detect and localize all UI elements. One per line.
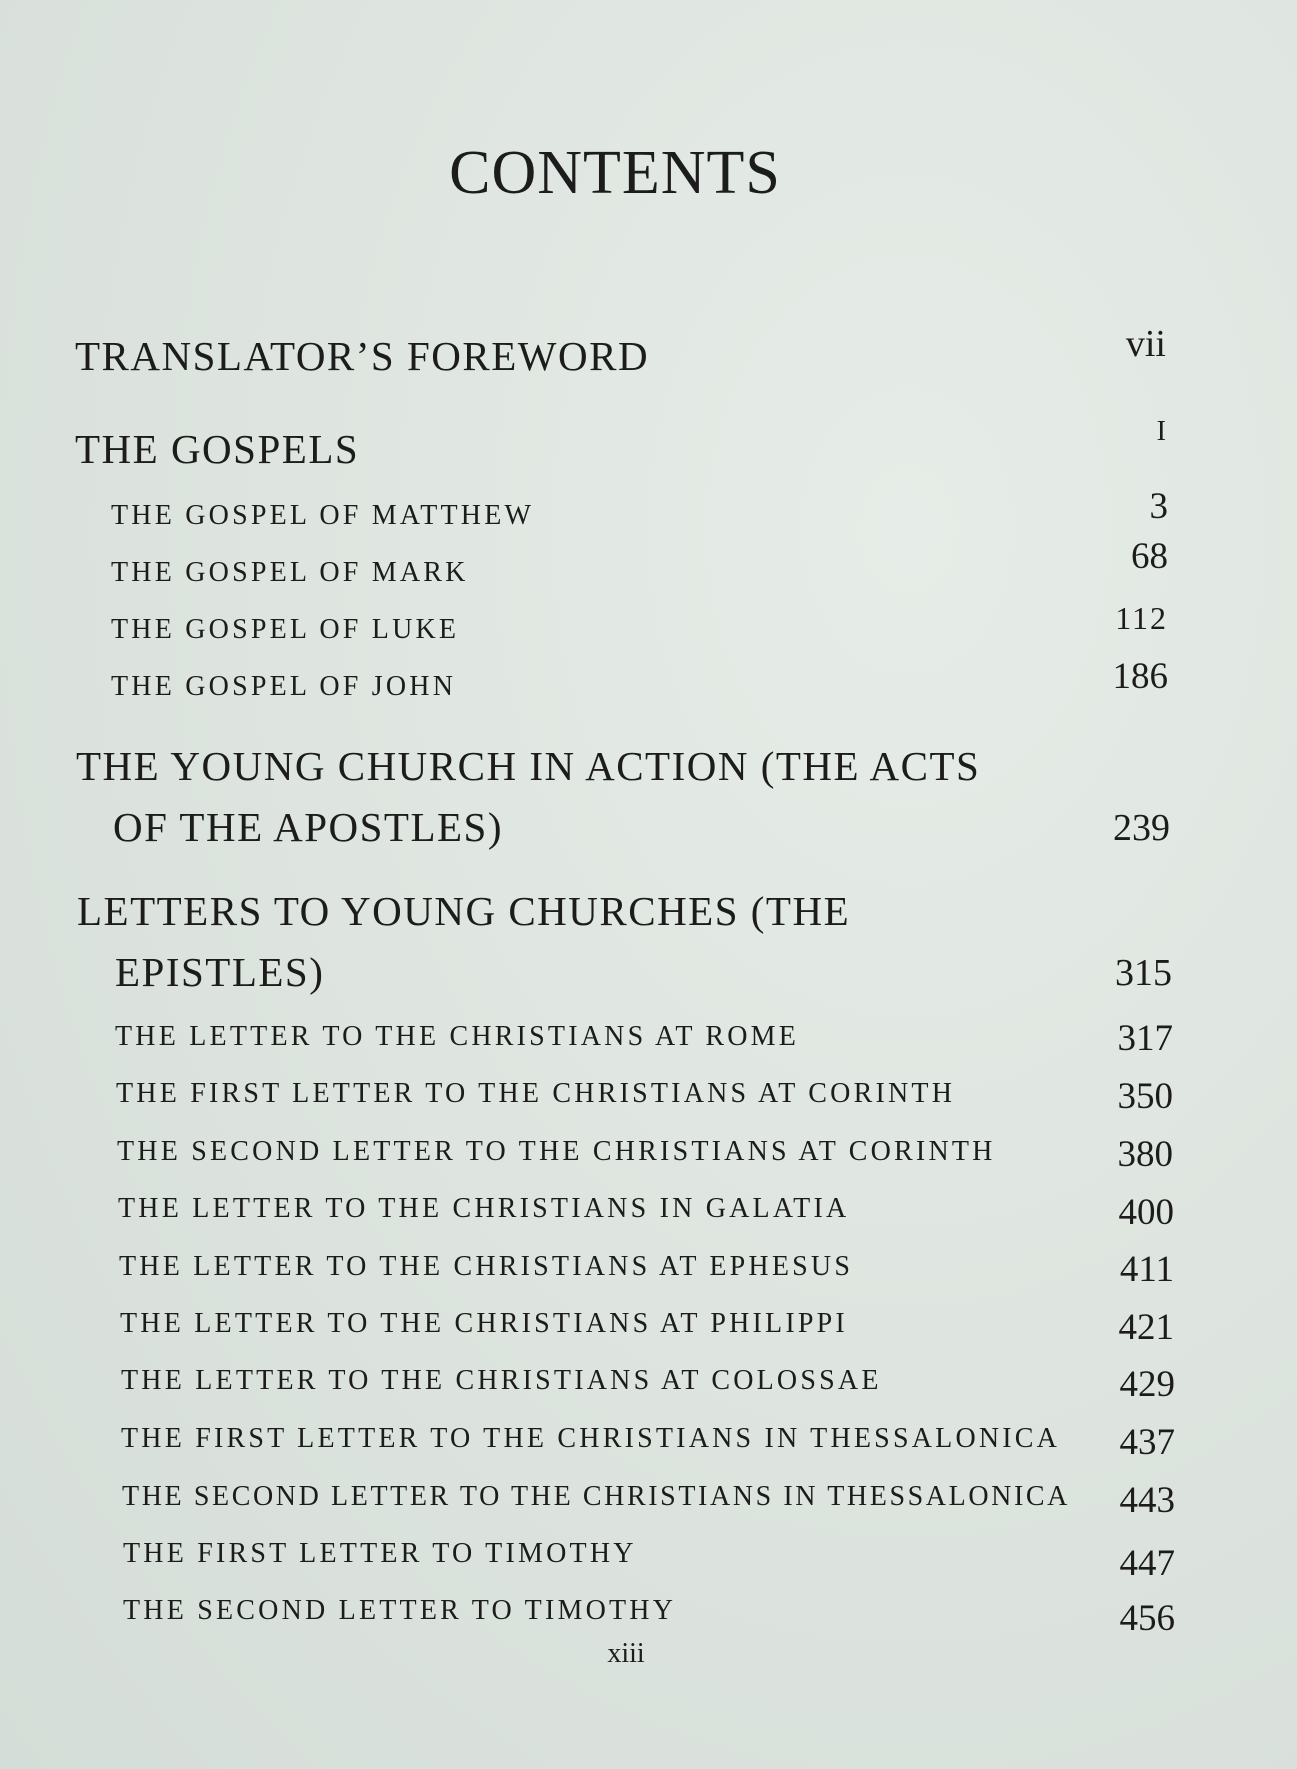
entry-page: 350 xyxy=(1117,1076,1173,1117)
entry-page: 186 xyxy=(1112,656,1168,697)
entry-title: THE LETTER TO THE CHRISTIANS AT ROME xyxy=(115,1021,800,1052)
entry-page: 315 xyxy=(1115,952,1172,994)
entry-page: 443 xyxy=(1119,1480,1175,1521)
entry-page: 447 xyxy=(1119,1543,1175,1584)
entry-page: 456 xyxy=(1119,1598,1175,1639)
entry-page: 239 xyxy=(1113,807,1170,849)
entry-title: TRANSLATOR’S FOREWORD xyxy=(75,333,650,379)
entry-title: THE FIRST LETTER TO THE CHRISTIANS IN THESSALONICA xyxy=(121,1423,1061,1454)
entry-title: THE SECOND LETTER TO THE CHRISTIANS IN THESSALONICA xyxy=(122,1481,1070,1512)
entry-title: THE GOSPEL OF MARK xyxy=(111,557,469,588)
entry-page: 380 xyxy=(1117,1134,1173,1175)
page-number: xiii xyxy=(607,1638,645,1669)
entry-title: THE SECOND LETTER TO THE CHRISTIANS AT CORINTH xyxy=(117,1136,996,1167)
entry-title: THE GOSPEL OF MATTHEW xyxy=(111,500,535,531)
entry-page: 68 xyxy=(1131,536,1168,577)
entry-page: vii xyxy=(1125,323,1166,365)
entry-page: 400 xyxy=(1118,1192,1174,1233)
entry-title: THE FIRST LETTER TO THE CHRISTIANS AT CORINTH xyxy=(116,1078,956,1109)
entry-title: THE GOSPEL OF LUKE xyxy=(111,614,460,645)
entry-page: 411 xyxy=(1119,1249,1174,1290)
entry-title-line1: THE YOUNG CHURCH IN ACTION (THE ACTS xyxy=(76,743,981,789)
entry-title: THE LETTER TO THE CHRISTIANS AT PHILIPPI xyxy=(120,1308,848,1339)
entry-title-line2: OF THE APOSTLES) xyxy=(113,804,504,850)
entry-page: I xyxy=(1156,416,1166,447)
entry-title: THE LETTER TO THE CHRISTIANS IN GALATIA xyxy=(118,1193,850,1224)
entry-title: THE LETTER TO THE CHRISTIANS AT COLOSSAE xyxy=(121,1365,882,1396)
entry-page: 112 xyxy=(1115,600,1168,636)
entry-title: THE LETTER TO THE CHRISTIANS AT EPHESUS xyxy=(119,1251,854,1282)
entry-title-line1: LETTERS TO YOUNG CHURCHES (THE xyxy=(77,888,851,934)
entry-page: 437 xyxy=(1119,1422,1175,1463)
page-title: CONTENTS xyxy=(449,139,781,207)
entry-title: THE GOSPELS xyxy=(75,426,360,472)
entry-title-line2: EPISTLES) xyxy=(115,949,325,995)
entry-title: THE GOSPEL OF JOHN xyxy=(111,671,457,702)
entry-page: 429 xyxy=(1119,1364,1175,1405)
entry-page: 317 xyxy=(1117,1018,1173,1059)
entry-page: 421 xyxy=(1118,1307,1174,1348)
entry-title: THE FIRST LETTER TO TIMOTHY xyxy=(123,1538,637,1569)
entry-page: 3 xyxy=(1149,486,1168,527)
entry-title: THE SECOND LETTER TO TIMOTHY xyxy=(123,1595,677,1626)
